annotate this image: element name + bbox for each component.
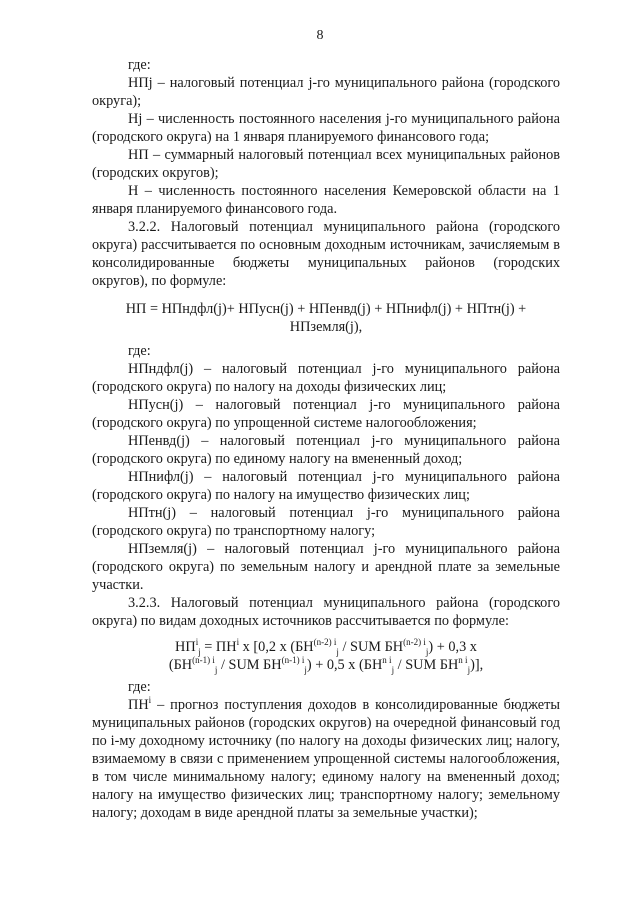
- formula-sup: (n-2) i: [313, 637, 337, 648]
- formula-term: x [0,2 x (БН: [239, 639, 314, 655]
- definition-pn: [92, 696, 560, 822]
- paragraph-3-2-2: 3.2.2. Налоговый потенциал муниципального района (городского округа) рассчитывается по основным доходным источникам, зачисляемым в консолидированные бюджеты муниципальных районов (городских округов), по формуле:: [92, 219, 560, 289]
- paragraph-3-2-3: 3.2.3. Налоговый потенциал муниципального района (городского округа) по видам доходных источников рассчитывается по формуле:: [92, 595, 560, 629]
- formula2-line-2: [92, 656, 560, 674]
- formula-term: ) + 0,5 x (БН: [306, 657, 383, 673]
- formula-term: / SUM БН: [394, 657, 459, 673]
- formula-sup: (n-1) i: [281, 655, 305, 666]
- pn-text: – прогноз поступления доходов в консолидированные бюджеты муниципальных районов (городских округов) на очередной финансовый год по i-му доходному источнику (по налогу на доходы физических лиц; налогу, взимаемому в связи с применением упрощенной системы налогообложения, в том числе минимальному налогу; единому налогу на вмененный доход; налогу на имущество физических лиц; транспортному налогу; земельному налогу; доходам в виде арендной платы за земельные участки);: [92, 697, 560, 821]
- formula-term: ) + 0,3 x: [428, 639, 477, 655]
- formula-sup: (n-2) i: [403, 637, 426, 648]
- definition-np-nifl: НПнифл(j) – налоговый потенциал j-го муниципального района (городского округа) по налогу на имущество физических лиц;: [92, 469, 560, 503]
- formula-term: (БН: [168, 657, 193, 673]
- formula-term: )],: [470, 657, 484, 673]
- formula-term: / SUM БН: [217, 657, 282, 673]
- definition-np-envd: НПенвд(j) – налоговый потенциал j-го муниципального района (городского округа) по единому налогу на вмененный доход;: [92, 433, 560, 467]
- formula-sub: j: [198, 646, 201, 657]
- formula-sub: j: [304, 664, 307, 675]
- definition-np-j: НПj – налоговый потенциал j-го муниципального района (городского округа);: [92, 75, 560, 109]
- formula-term: / SUM БН: [338, 639, 404, 655]
- formula-sub: j: [467, 664, 471, 675]
- formula-sup: i: [236, 637, 240, 648]
- definition-np-total: НП – суммарный налоговый потенциал всех муниципальных районов (городских округов);: [92, 147, 560, 181]
- page-number: 8: [316, 28, 324, 43]
- formula2-line-1: [92, 638, 560, 656]
- formula-tax-potential: [92, 300, 560, 336]
- definition-np-ndfl: НПндфл(j) – налоговый потенциал j-го муниципального района (городского округа) по налогу на доходы физических лиц;: [92, 361, 560, 395]
- document-body: [92, 56, 560, 822]
- formula-sub: j: [336, 646, 339, 657]
- formula-sub: j: [391, 664, 395, 675]
- formula-sub: j: [214, 664, 218, 675]
- definition-np-zemlya: НПземля(j) – налоговый потенциал j-го муниципального района (городского округа) по земельным налогу и арендной плате за земельные участки.: [92, 541, 560, 593]
- definition-np-tn: НПтн(j) – налоговый потенциал j-го муниципального района (городского округа) по транспортному налогу;: [92, 505, 560, 539]
- formula-sup: i: [195, 637, 199, 648]
- formula-line-1: НП = НПндфл(j)+ НПусн(j) + НПенвд(j) + НПнифл(j) + НПтн(j) +: [125, 301, 527, 317]
- where-label: где:: [128, 679, 151, 695]
- formula-term: НП: [175, 639, 196, 655]
- where-label: где:: [128, 57, 151, 73]
- formula-term: = ПН: [200, 639, 237, 655]
- definition-n-total: Н – численность постоянного населения Кемеровской области на 1 января планируемого финансового года.: [92, 183, 560, 217]
- where-label: где:: [128, 343, 151, 359]
- definition-n-j: Нj – численность постоянного населения j-го муниципального района (городского округа) на 1 января планируемого финансового года;: [92, 111, 560, 145]
- definition-np-usn: НПусн(j) – налоговый потенциал j-го муниципального района (городского округа) по упрощенной системе налогообложения;: [92, 397, 560, 431]
- formula-sup: n i: [458, 655, 468, 666]
- pn-sup: i: [148, 695, 152, 706]
- formula-sup: (n-1) i: [192, 655, 215, 666]
- pn-term: ПН: [128, 697, 149, 713]
- formula-sub: j: [425, 646, 429, 657]
- formula-income-sources: [92, 638, 560, 674]
- formula-line-2: НПземля(j),: [289, 319, 363, 335]
- formula-sup: n i: [382, 655, 392, 666]
